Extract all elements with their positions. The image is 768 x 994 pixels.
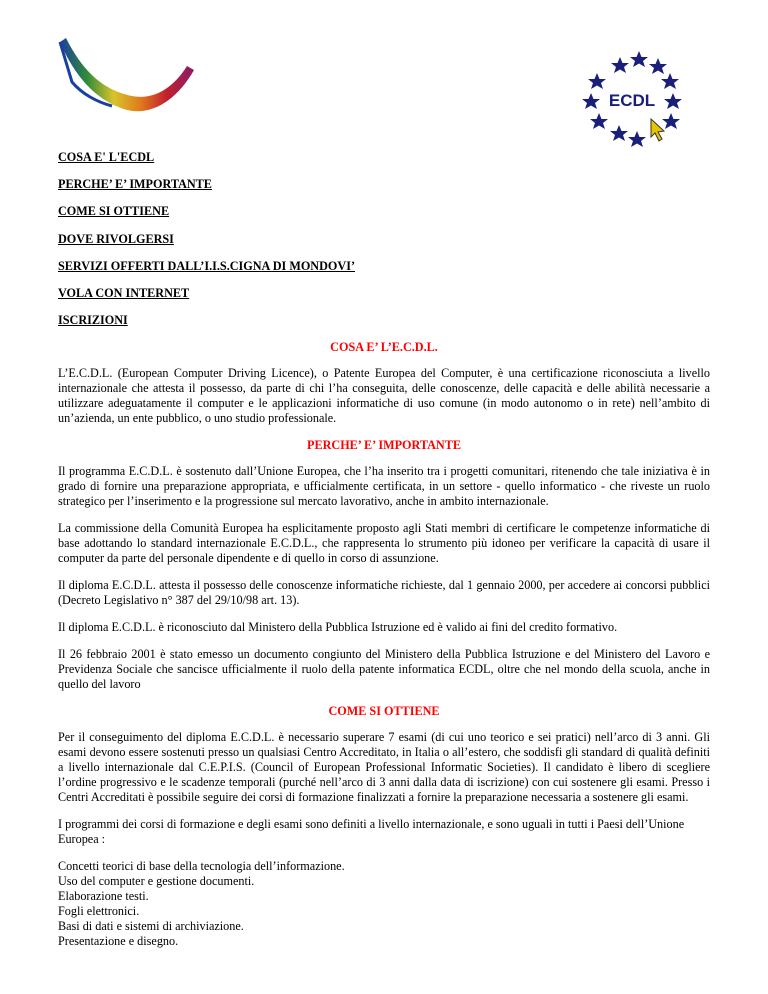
toc-link-come[interactable]: COME SI OTTIENE [58,204,170,219]
paragraph: Il 26 febbraio 2001 è stato emesso un documento congiunto del Ministero della Pubblica Istruzione e del Ministero del Lavoro e Previdenza Sociale che sancisce ufficialmente il ruolo della patente informatica ECDL, oltre che nel mondo della scuola, anche in quello del lavoro [58,647,710,692]
paragraph: L’E.C.D.L. (European Computer Driving Licence), o Patente Europea del Computer, è una certificazione riconosciuta a livello internazionale che attesta il possesso, da parte di chi l’ha conseguita, delle conoscenze, delle capacità e delle abilità necessarie a utilizzare adeguatamente il computer e le applicazioni informatiche di uso comune (in modo autonomo o in rete) nell’ambito di un’azienda, un ente pubblico, o uno studio professionale. [58,366,710,426]
ecdl-logo [575,45,690,150]
toc-link-vola[interactable]: VOLA CON INTERNET [58,285,190,300]
list-item: Basi di dati e sistemi di archiviazione. [58,919,244,934]
list-item: Presentazione e disegno. [58,934,179,949]
module-list [58,859,710,949]
paragraph: Il diploma E.C.D.L. è riconosciuto dal Ministero della Pubblica Istruzione ed è valido ai fini del credito formativo. [58,620,618,635]
heading-perche: PERCHE’ E’ IMPORTANTE [307,438,461,453]
paragraph: I programmi dei corsi di formazione e degli esami sono definiti a livello internazionale, e sono uguali in tutti i Paesi dell’Unione Europea : [58,817,685,847]
toc-link-servizi[interactable]: SERVIZI OFFERTI DALL’I.I.S.CIGNA DI MONDOVI’ [58,258,355,273]
toc-link-iscrizioni[interactable]: ISCRIZIONI [58,313,128,328]
list-item: Fogli elettronici. [58,904,140,919]
list-item: Uso del computer e gestione documenti. [58,874,255,889]
paragraph: Il programma E.C.D.L. è sostenuto dall’Unione Europea, che l’ha inserito tra i progetti comunitari, ritenendo che tale iniziativa è in grado di fornire una preparazione appropriata, e ufficialmente certificata, in un settore - quello informatico - che riveste un ruolo strategico per l’inserimento e la progressione sul mercato lavorativo, anche in ambito internazionale. [58,464,710,509]
paragraph: Per il conseguimento del diploma E.C.D.L. è necessario superare 7 esami (di cui uno teorico e sei pratici) nell’arco di 3 anni. Gli esami devono essere sostenuti presso un qualsiasi Centro Accreditato, in Italia o all’estero, che soddisfi gli standard di qualità definiti a livello internazionale dal C.E.P.I.S. (Council of European Professional Informatic Societies). Il candidato è libero di scegliere l’ordine progressivo e le scadenze temporali (purché nell’arco di 3 anni dalla data di iscrizione) con cui sostenere gli esami. Presso i Centri Accreditati è possibile seguire dei corsi di formazione finalizzati a fornire la preparazione necessaria a sostenere gli esami. [58,730,710,805]
heading-come: COME SI OTTIENE [328,704,440,719]
ecdl-logo-text: ECDL [608,91,656,110]
toc-link-perche[interactable]: PERCHE’ E’ IMPORTANTE [58,177,212,192]
paragraph: La commissione della Comunità Europea ha esplicitamente proposto agli Stati membri di certificare le competenze informatiche di base adottando lo standard internazionale E.C.D.L., che rappresenta lo strumento più idoneo per verificare la capacità di usare il computer da parte del personale dipendente e di quello in corso di assunzione. [58,521,710,566]
paragraph: Il diploma E.C.D.L. attesta il possesso delle conoscenze informatiche richieste, dal 1 gennaio 2000, per accedere ai concorsi pubblici (Decreto Legislativo n° 387 del 29/10/98 art. 13). [58,578,710,608]
list-item: Elaborazione testi. [58,889,149,904]
heading-cosa: COSA E’ L’E.C.D.L. [330,340,438,355]
list-item: Concetti teorici di base della tecnologia dell’informazione. [58,859,345,874]
toc-link-cosa[interactable]: COSA E' L'ECDL [58,150,155,164]
rainbow-swoosh-logo [52,30,202,130]
document-body [58,150,710,949]
toc-link-dove[interactable]: DOVE RIVOLGERSI [58,231,174,246]
cursor-arrow-icon [651,119,664,141]
table-of-contents [58,150,710,328]
